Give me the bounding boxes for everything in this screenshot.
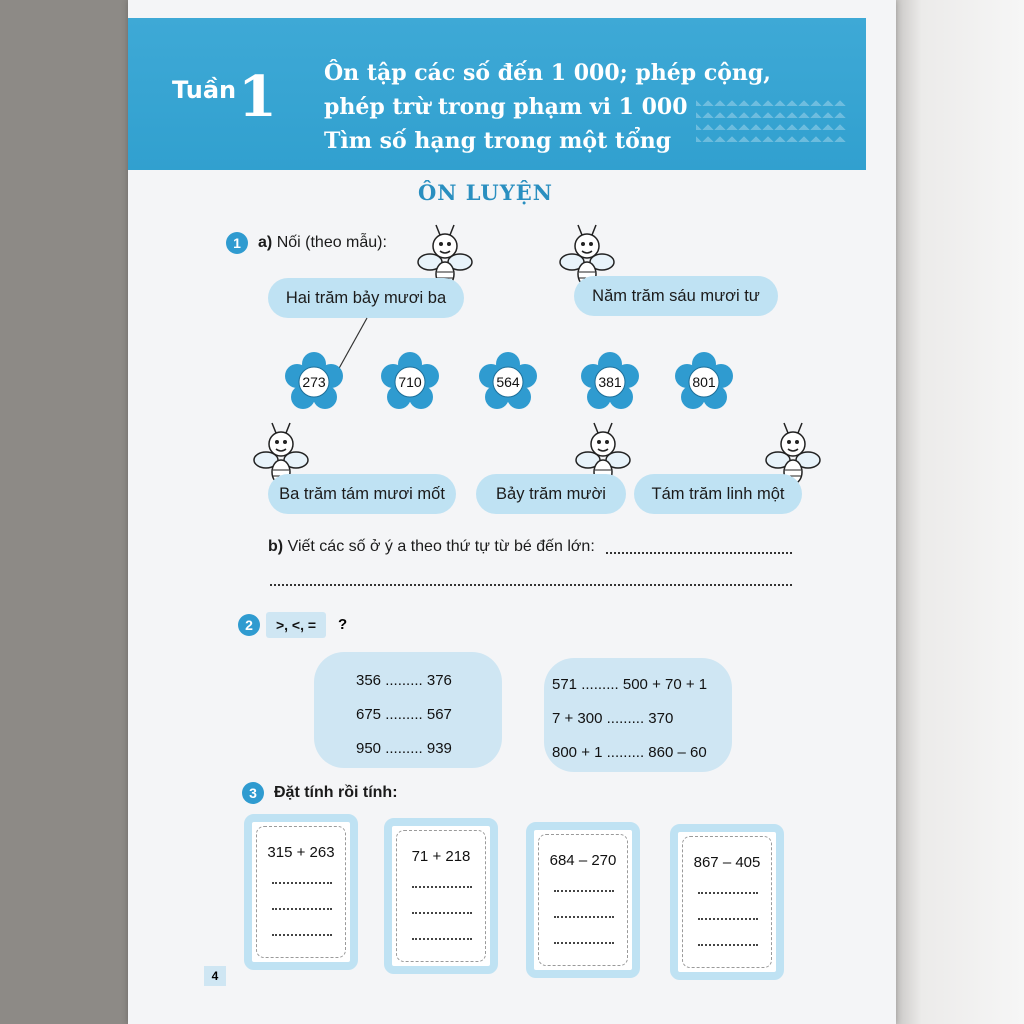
answer-line[interactable] <box>554 942 614 944</box>
calculation-card <box>384 818 498 974</box>
number-word-card: Năm trăm sáu mươi tư <box>574 276 778 316</box>
flower-number: 710 <box>398 374 422 390</box>
week-label: Tuần <box>172 76 237 104</box>
number-word-card: Ba trăm tám mươi mốt <box>268 474 456 514</box>
answer-line[interactable] <box>606 552 792 554</box>
flower-number: 381 <box>598 374 622 390</box>
calculation-expression: 867 – 405 <box>693 854 761 871</box>
flower-number: 564 <box>496 374 520 390</box>
number-word-card: Tám trăm linh một <box>634 474 802 514</box>
answer-line[interactable] <box>272 934 332 936</box>
number-flower <box>284 352 344 412</box>
header-banner <box>128 18 866 170</box>
title-line: phép trừ trong phạm vi 1 000 <box>324 94 688 120</box>
comparison-expression: 675 ......... 567 <box>356 706 452 723</box>
lesson-title <box>324 56 771 158</box>
comparison-expression: 800 + 1 ......... 860 – 60 <box>552 744 707 761</box>
answer-line[interactable] <box>554 890 614 892</box>
answer-line[interactable] <box>554 916 614 918</box>
calculation-expression: 315 + 263 <box>267 844 335 861</box>
exercise-3-number: 3 <box>242 782 264 804</box>
exercise-1-number: 1 <box>226 232 248 254</box>
part-b-text: Viết các số ở ý a theo thứ tự từ bé đến lớn: <box>287 538 595 555</box>
exercise-3-instruction: Đặt tính rồi tính: <box>274 784 398 801</box>
page-number: 4 <box>204 966 226 986</box>
calculation-card <box>526 822 640 978</box>
calculation-expression: 684 – 270 <box>549 852 617 869</box>
background-edge <box>896 0 1024 1024</box>
comparison-expression: 356 ......... 376 <box>356 672 452 689</box>
section-title: ÔN LUYỆN <box>418 180 553 205</box>
answer-line[interactable] <box>698 892 758 894</box>
answer-line[interactable] <box>412 886 472 888</box>
answer-line[interactable] <box>698 918 758 920</box>
number-word-card: Bảy trăm mười <box>476 474 626 514</box>
workbook-page <box>128 0 896 1024</box>
part-b-label: b) <box>268 538 284 555</box>
number-flower <box>380 352 440 412</box>
answer-line[interactable] <box>272 908 332 910</box>
comparison-expression: 950 ......... 939 <box>356 740 452 757</box>
title-line: Ôn tập các số đến 1 000; phép cộng, <box>324 60 771 86</box>
title-line: Tìm số hạng trong một tổng <box>324 128 672 154</box>
answer-line[interactable] <box>412 912 472 914</box>
calculation-card <box>244 814 358 970</box>
number-flower <box>580 352 640 412</box>
answer-line[interactable] <box>412 938 472 940</box>
answer-line[interactable] <box>698 944 758 946</box>
flower-number: 273 <box>302 374 326 390</box>
week-number: 1 <box>238 64 277 130</box>
flower-number: 801 <box>692 374 716 390</box>
comparison-signs-tag: >, <, = <box>266 612 326 638</box>
answer-line[interactable] <box>272 882 332 884</box>
exercise-1b-instruction <box>268 538 595 556</box>
comparison-expression: 571 ......... 500 + 70 + 1 <box>552 676 708 693</box>
question-mark: ? <box>338 616 348 633</box>
part-a-label: a) <box>258 234 273 251</box>
comparison-expression: 7 + 300 ......... 370 <box>552 710 674 727</box>
answer-line[interactable] <box>270 584 792 586</box>
exercise-1a-instruction <box>258 234 387 252</box>
calculation-expression: 71 + 218 <box>411 848 471 865</box>
part-a-text: Nối (theo mẫu): <box>276 234 387 251</box>
exercise-2-number: 2 <box>238 614 260 636</box>
number-flower <box>478 352 538 412</box>
number-word-card: Hai trăm bảy mươi ba <box>268 278 464 318</box>
calculation-card <box>670 824 784 980</box>
number-flower <box>674 352 734 412</box>
